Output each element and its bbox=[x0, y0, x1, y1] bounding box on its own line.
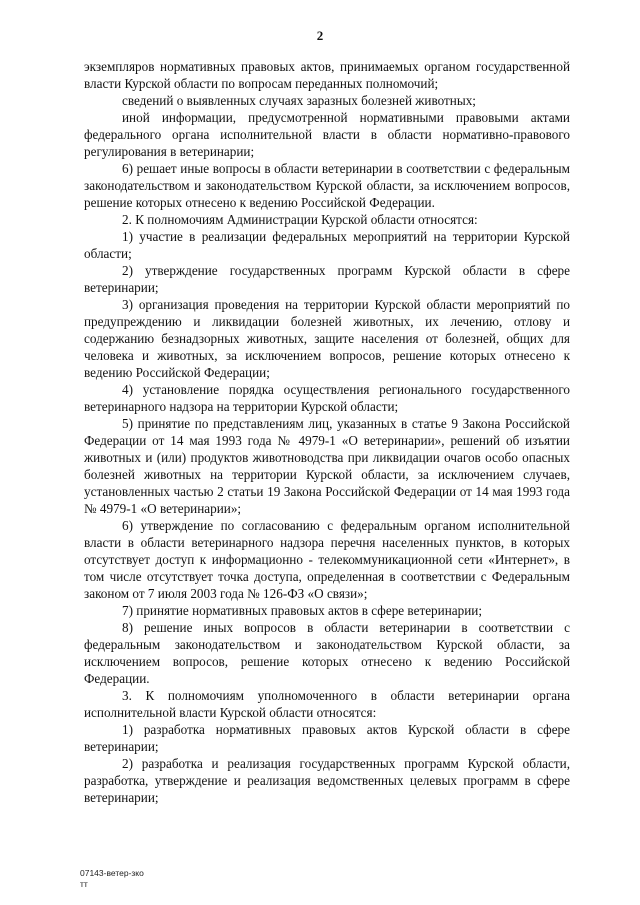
paragraph: экземпляров нормативных правовых актов, принимаемых органом государственной власти Курской области по вопросам переданных полномочий; bbox=[84, 59, 570, 91]
paragraph: 2) утверждение государственных программ Курской области в сфере ветеринарии; bbox=[84, 263, 570, 295]
document-footer bbox=[80, 868, 144, 890]
page-number: 2 bbox=[316, 28, 324, 43]
paragraph: 5) принятие по представлениям лиц, указанных в статье 9 Закона Российской Федерации от 14 мая 1993 года № 4979-1 «О ветеринарии», решений об изъятии животных и (или) продуктов животноводства при ликвидации очагов особо опасных болезней животных на территории Курской области, за исключением случаев, установленных частью 2 статьи 19 Закона Российской Федерации от 14 мая 1993 года № 4979-1 «О ветеринарии»; bbox=[84, 416, 570, 516]
document-body bbox=[84, 58, 570, 806]
paragraph: 3) организация проведения на территории Курской области мероприятий по предупреждению и ликвидации болезней животных, их лечению, отлову и содержанию безнадзорных животных, защите населения от болезней, общих для человека и животных, за исключением вопросов, решение которых отнесено к ведению Российской Федерации; bbox=[84, 297, 570, 380]
paragraph: 1) разработка нормативных правовых актов Курской области в сфере ветеринарии; bbox=[84, 722, 570, 754]
paragraph: 8) решение иных вопросов в области ветеринарии в соответствии с федеральным законодательством и законодательством Курской области, за исключением вопросов, решение которых отнесено к ведению Российской Федерации. bbox=[84, 620, 570, 686]
paragraph: иной информации, предусмотренной нормативными правовыми актами федерального органа исполнительной власти в области нормативно-правового регулирования в ветеринарии; bbox=[84, 110, 570, 159]
paragraph: 1) участие в реализации федеральных мероприятий на территории Курской области; bbox=[84, 229, 570, 261]
document-code: 07143-ветер-зко bbox=[80, 868, 144, 878]
paragraph: 2) разработка и реализация государственных программ Курской области, разработка, утверждение и реализация ведомственных целевых программ в сфере ветеринарии; bbox=[84, 756, 570, 805]
paragraph: 6) утверждение по согласованию с федеральным органом исполнительной власти в области ветеринарного надзора перечня населенных пунктов, в которых отсутствует доступ к информационно - телекоммуникационной сети «Интернет», в том числе отсутствует точка доступа, определенная в соответствии с Федеральным законом от 7 июля 2003 года № 126-ФЗ «О связи»; bbox=[84, 518, 570, 601]
paragraph: 2. К полномочиям Администрации Курской области относятся: bbox=[122, 212, 478, 227]
paragraph: 3. К полномочиям уполномоченного в области ветеринарии органа исполнительной власти Курской области относятся: bbox=[84, 688, 570, 720]
paragraph: 6) решает иные вопросы в области ветеринарии в соответствии с федеральным законодательством и законодательством Курской области, за исключением вопросов, решение которых отнесено к ведению Российской Федерации. bbox=[84, 161, 570, 210]
paragraph: 4) установление порядка осуществления регионального государственного ветеринарного надзора на территории Курской области; bbox=[84, 382, 570, 414]
executor-initials: тт bbox=[80, 879, 88, 889]
paragraph: сведений о выявленных случаях заразных болезней животных; bbox=[122, 93, 476, 108]
paragraph: 7) принятие нормативных правовых актов в сфере ветеринарии; bbox=[122, 603, 482, 618]
